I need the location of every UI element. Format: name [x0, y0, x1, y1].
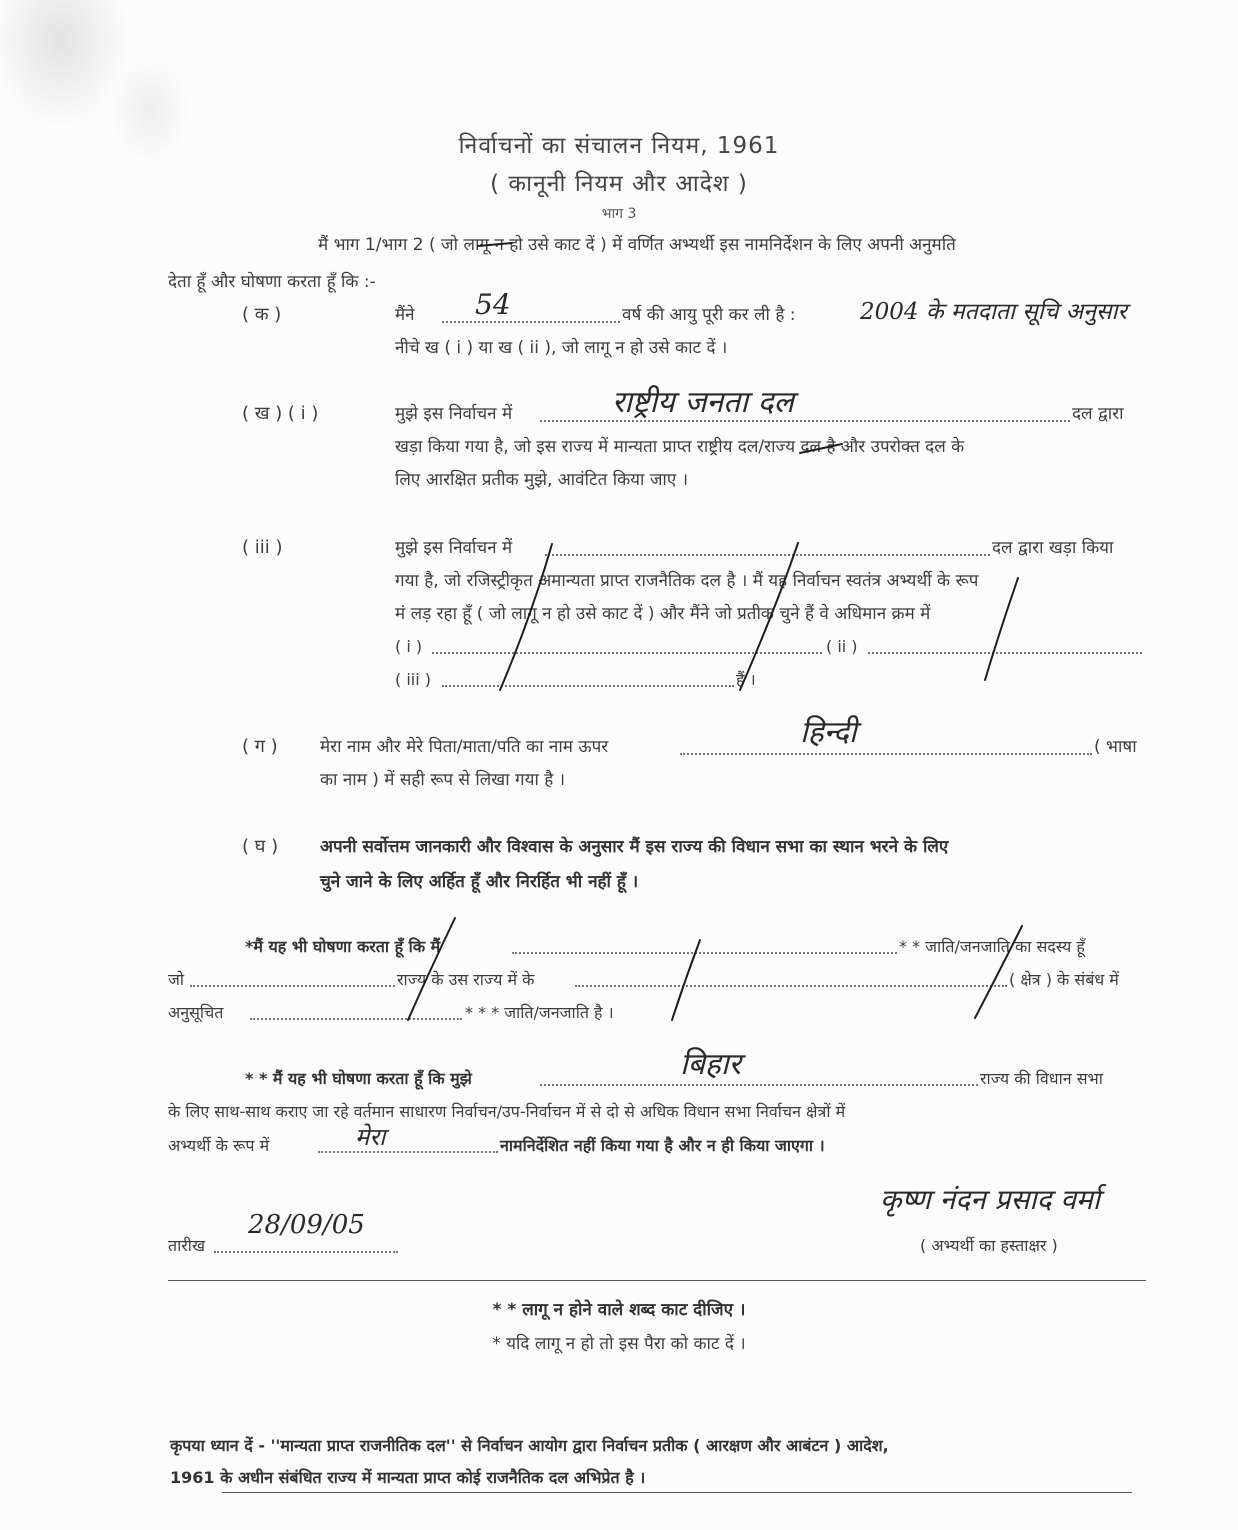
clause-kha-i-label: ( ख ) ( i ) [242, 403, 319, 424]
intro-line-2: देता हूँ और घोषणा करता हूँ कि :- [168, 272, 376, 292]
clause-gha-label: ( घ ) [242, 836, 279, 857]
strike-caste-1 [408, 918, 455, 1020]
footnote-2: * यदि लागू न हो तो इस पैरा को काट दें । [492, 1334, 746, 1354]
clause-iii-label: ( iii ) [242, 537, 283, 558]
strike-iii-3 [985, 578, 1018, 680]
signature-caption: ( अभ्यर्थी का हस्ताक्षर ) [920, 1236, 1058, 1255]
clause-iii-line-2: गया है, जो रजिस्ट्रीकृत अमान्यता प्राप्त राजनैतिक दल है । मैं यह निर्वाचन स्वतंत्र अभ्यर्थी के रूप [395, 571, 979, 591]
clause-ka-suffix: वर्ष की आयु पूरी कर ली है : [622, 305, 796, 325]
handwritten-party: राष्ट्रीय जनता दल [612, 385, 794, 420]
form-title: निर्वाचनों का संचालन नियम, 1961 [458, 133, 780, 159]
state-decl-line-3-prefix: अभ्यर्थी के रूप में [168, 1136, 270, 1155]
clause-ga-line-2: का नाम ) में सही रूप से लिखा गया है । [320, 770, 566, 790]
clause-ga-suffix: ( भाषा [1094, 737, 1137, 757]
strike-caste-3 [975, 926, 1022, 1018]
clause-iii-prefix: मुझे इस निर्वाचन में [395, 538, 513, 558]
caste-line-1-prefix: *मैं यह भी घोषणा करता हूँ कि मैं [245, 937, 441, 956]
caste-line-2-prefix: जो [168, 970, 185, 989]
clause-ka-line-2: नीचे ख ( i ) या ख ( ii ), जो लागू न हो उसे काट दें । [395, 338, 728, 358]
notice-line-1: कृपया ध्यान दें - ''मान्यता प्राप्त राजनीतिक दल'' से निर्वाचन आयोग द्वारा निर्वाचन प्रतीक ( आरक्षण और आबंटन ) आदेश, [170, 1436, 889, 1455]
clause-iii-line-3: मं लड़ रहा हूँ ( जो लागू न हो उसे काट दें ) और मैंने जो प्रतीक चुने हैं वे अधिमान क्रम में [395, 604, 931, 624]
clause-iii-suffix: दल द्वारा खड़ा किया [992, 538, 1114, 558]
handwritten-signature: कृष्ण नंदन प्रसाद वर्मा [880, 1183, 1100, 1216]
handwritten-language: हिन्दी [800, 715, 857, 750]
strike-iii-2 [740, 543, 798, 690]
clause-kha-i-suffix: दल द्वारा [1072, 404, 1124, 424]
part-label: भाग 3 [601, 206, 637, 222]
clause-ka-prefix: मैंने [395, 305, 415, 325]
date-label: तारीख [168, 1236, 206, 1255]
clause-kha-i-line-2: खड़ा किया गया है, जो इस राज्य में मान्यता प्राप्त राष्ट्रीय दल/राज्य दल है और उपरोक्त दल के [395, 437, 965, 457]
strike-bhag2 [478, 243, 512, 246]
state-decl-suffix: राज्य की विधान सभा [980, 1069, 1103, 1088]
clause-ga-label: ( ग ) [242, 736, 278, 757]
intro-line-1: मैं भाग 1/भाग 2 ( जो लागू न हो उसे काट दें ) में वर्णित अभ्यर्थी इस नामनिर्देशन के लिए अपनी अनुमति [318, 235, 956, 255]
clause-ga-prefix: मेरा नाम और मेरे पिता/माता/पति का नाम ऊपर [320, 737, 609, 757]
symbol-option-1-label: ( i ) [395, 637, 423, 656]
clause-kha-i-line-3: लिए आरक्षित प्रतीक मुझे, आवंटित किया जाए । [395, 470, 689, 490]
handwritten-date: 28/09/05 [248, 1210, 365, 1240]
caste-line-2-mid: राज्य के उस राज्य में के [397, 970, 535, 989]
strike-caste-2 [672, 940, 700, 1020]
clause-kha-i-prefix: मुझे इस निर्वाचन में [395, 404, 513, 424]
clause-gha-line-2: चुने जाने के लिए अर्हित हूँ और निरर्हित भी नहीं हूँ । [320, 872, 639, 892]
handwritten-age: 54 [475, 288, 511, 321]
caste-line-3-prefix: अनुसूचित [168, 1003, 224, 1022]
form-subtitle: ( कानूनी नियम और आदेश ) [490, 171, 748, 197]
strike-iii-1 [500, 544, 552, 690]
handwritten-constituency: मेरा [355, 1123, 386, 1151]
symbol-option-3-label: ( iii ) [395, 670, 431, 689]
strike-rashtriya [800, 444, 842, 453]
clause-gha-line-1: अपनी सर्वोत्तम जानकारी और विश्वास के अनुसार मैं इस राज्य की विधान सभा का स्थान भरने के लिए [320, 837, 949, 857]
caste-line-3-suffix: * * * जाति/जनजाति है । [465, 1003, 614, 1022]
clause-iii-end: हैं । [736, 670, 756, 689]
clause-ka-label: ( क ) [242, 304, 282, 325]
state-decl-line-2: के लिए साथ-साथ कराए जा रहे वर्तमान साधारण निर्वाचन/उप-निर्वाचन में से दो से अधिक विधान सभा निर्वाचन क्षेत्रों में [168, 1102, 846, 1121]
symbol-option-2-label: ( ii ) [826, 637, 858, 656]
notice-line-2: 1961 के अधीन संबंधित राज्य में मान्यता प्राप्त कोई राजनैतिक दल अभिप्रेत है । [170, 1468, 646, 1487]
handwritten-state: बिहार [680, 1047, 741, 1082]
handwritten-age-note: 2004 के मतदाता सूचि अनुसार [860, 299, 1127, 325]
caste-line-1-suffix: * * जाति/जनजाति का सदस्य हूँ [899, 937, 1085, 956]
state-decl-prefix: * * मैं यह भी घोषणा करता हूँ कि मुझे [245, 1069, 472, 1088]
footnote-1: * * लागू न होने वाले शब्द काट दीजिए । [492, 1300, 746, 1320]
caste-line-2-suffix: ( क्षेत्र ) के संबंध में [1009, 970, 1119, 989]
state-decl-line-3-suffix: नामनिर्देशित नहीं किया गया है और न ही किया जाएगा । [500, 1136, 825, 1155]
